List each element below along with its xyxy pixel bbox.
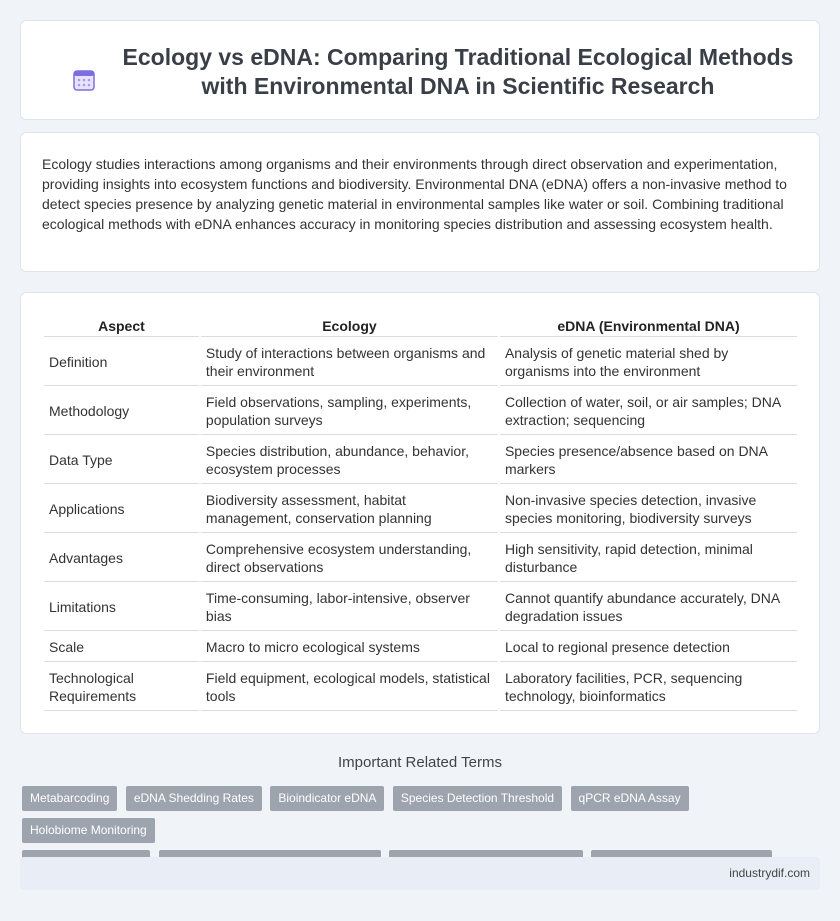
header-card [20, 20, 820, 120]
header-ecology: Ecology [201, 315, 498, 337]
comparison-table-card [20, 292, 820, 734]
row-ecology: Field equipment, ecological models, statistical tools [201, 662, 498, 711]
row-edna: High sensitivity, rapid detection, minimal disturbance [500, 533, 797, 582]
table-row [44, 337, 797, 386]
row-ecology: Study of interactions between organisms and their environment [201, 337, 498, 386]
row-edna: Non-invasive species detection, invasive species monitoring, biodiversity surveys [500, 484, 797, 533]
header-aspect: Aspect [44, 315, 199, 337]
related-term-tag[interactable]: Metabarcoding [22, 786, 117, 811]
header-edna: eDNA (Environmental DNA) [500, 315, 797, 337]
row-aspect: Methodology [44, 386, 199, 435]
row-aspect: Advantages [44, 533, 199, 582]
row-edna: Cannot quantify abundance accurately, DNA degradation issues [500, 582, 797, 631]
table-row [44, 631, 797, 662]
related-terms-title: Important Related Terms [338, 754, 502, 771]
row-aspect: Definition [44, 337, 199, 386]
row-ecology: Species distribution, abundance, behavior, ecosystem processes [201, 435, 498, 484]
row-ecology: Comprehensive ecosystem understanding, direct observations [201, 533, 498, 582]
row-ecology: Time-consuming, labor-intensive, observer bias [201, 582, 498, 631]
row-ecology: Macro to micro ecological systems [201, 631, 498, 662]
related-term-tag[interactable]: Holobiome Monitoring [22, 818, 155, 843]
table-row [44, 582, 797, 631]
row-aspect: Applications [44, 484, 199, 533]
row-aspect: Scale [44, 631, 199, 662]
related-term-tag[interactable]: eDNA Shedding Rates [126, 786, 262, 811]
row-edna: Local to regional presence detection [500, 631, 797, 662]
row-ecology: Biodiversity assessment, habitat management, conservation planning [201, 484, 498, 533]
table-row [44, 662, 797, 711]
row-ecology: Field observations, sampling, experiments, population surveys [201, 386, 498, 435]
table-row [44, 484, 797, 533]
intro-paragraph: Ecology studies interactions among organisms and their environments through direct observation and experimentation, providing insights into ecosystem functions and biodiversity. Environmental DNA (eDNA) offers a non-invasive method to detect species presence by analyzing genetic material in environmental samples like water or soil. Combining traditional ecological methods with eDNA enhances accuracy in monitoring species distribution and assessing ecosystem health. [42, 156, 787, 232]
row-aspect: Limitations [44, 582, 199, 631]
row-edna: Laboratory facilities, PCR, sequencing technology, bioinformatics [500, 662, 797, 711]
row-edna: Analysis of genetic material shed by organisms into the environment [500, 337, 797, 386]
related-term-tag[interactable]: Bioindicator eDNA [270, 786, 384, 811]
table-row [44, 435, 797, 484]
related-term-tag[interactable]: Species Detection Threshold [393, 786, 562, 811]
table-row [44, 386, 797, 435]
related-term-tag[interactable]: qPCR eDNA Assay [571, 786, 689, 811]
footer [20, 857, 820, 890]
row-aspect: Technological Requirements [44, 662, 199, 711]
comparison-table [42, 315, 799, 711]
row-aspect: Data Type [44, 435, 199, 484]
footer-site-link[interactable]: industrydif.com [729, 866, 810, 880]
row-edna: Species presence/absence based on DNA markers [500, 435, 797, 484]
page-title: Ecology vs eDNA: Comparing Traditional Ecological Methods with Environmental DNA in Scientific Research [122, 44, 794, 99]
table-row [44, 533, 797, 582]
table-header-row [44, 315, 797, 337]
row-edna: Collection of water, soil, or air samples; DNA extraction; sequencing [500, 386, 797, 435]
intro-card [20, 132, 820, 272]
